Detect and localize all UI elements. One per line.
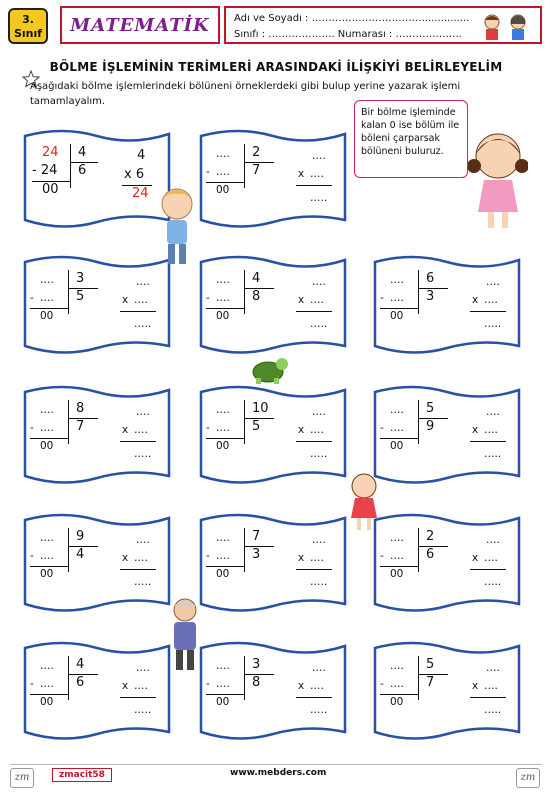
subtracted-blank[interactable]: ….	[216, 166, 230, 178]
problem-card	[22, 512, 172, 612]
card-frame	[22, 254, 172, 354]
remainder: 00	[40, 440, 54, 452]
card-frame	[22, 128, 172, 228]
dividend-blank[interactable]: ….	[216, 532, 230, 544]
turtle-icon	[248, 352, 288, 386]
times-sign: x	[122, 680, 129, 692]
problem-card	[198, 384, 348, 484]
divisor: 6	[426, 271, 435, 286]
remainder: 00	[390, 696, 404, 708]
multiplier-blank[interactable]: ….	[310, 168, 324, 180]
product-blank[interactable]: …..	[310, 192, 328, 204]
quotient: 5	[252, 419, 261, 434]
problem-card	[198, 128, 348, 228]
multiplier-blank[interactable]: ….	[484, 552, 498, 564]
example-mult-a: 4	[137, 148, 146, 163]
product-blank[interactable]: …..	[310, 318, 328, 330]
multiplicand-blank[interactable]: ….	[312, 662, 326, 674]
card-frame	[372, 512, 522, 612]
card-frame	[372, 640, 522, 740]
remainder: 00	[216, 310, 230, 322]
multiplicand-blank[interactable]: ….	[312, 534, 326, 546]
minus-sign: -	[380, 678, 384, 690]
quotient: 6	[76, 675, 85, 690]
multiplier-blank[interactable]: ….	[310, 424, 324, 436]
boy-character-icon	[156, 186, 198, 270]
quotient: 5	[76, 289, 85, 304]
example-mult-b: x 6	[124, 167, 145, 182]
footer-code: zmacit58	[52, 768, 112, 782]
dividend-blank[interactable]: ….	[40, 274, 54, 286]
divisor: 7	[252, 529, 261, 544]
dividend-blank[interactable]: ….	[390, 404, 404, 416]
product-blank[interactable]: …..	[310, 576, 328, 588]
multiplicand-blank[interactable]: ….	[136, 276, 150, 288]
children-illustration-icon	[478, 10, 536, 42]
multiplier-blank[interactable]: ….	[134, 294, 148, 306]
remainder: 00	[40, 310, 54, 322]
divisor: 4	[76, 657, 85, 672]
example-divisor: 4	[78, 145, 87, 160]
card-frame	[22, 640, 172, 740]
multiplier-blank[interactable]: ….	[134, 680, 148, 692]
multiplier-blank[interactable]: ….	[134, 552, 148, 564]
problem-card	[198, 512, 348, 612]
example-remainder: 00	[42, 182, 59, 197]
remainder: 00	[40, 696, 54, 708]
remainder: 00	[216, 440, 230, 452]
remainder: 00	[390, 568, 404, 580]
remainder: 00	[390, 440, 404, 452]
minus-sign: -	[380, 550, 384, 562]
minus-sign: -	[30, 678, 34, 690]
problem-card	[198, 254, 348, 354]
product-blank[interactable]: …..	[484, 704, 502, 716]
remainder: 00	[216, 184, 230, 196]
quotient: 7	[76, 419, 85, 434]
example-dividend: 24	[42, 145, 59, 160]
quotient: 9	[426, 419, 435, 434]
subtracted-blank[interactable]: ….	[216, 678, 230, 690]
footer-divider	[10, 764, 542, 765]
grade-badge	[8, 8, 48, 44]
times-sign: x	[298, 424, 305, 436]
quotient: 8	[252, 289, 261, 304]
minus-sign: -	[380, 292, 384, 304]
dividend-blank[interactable]: ….	[40, 532, 54, 544]
product-blank[interactable]: …..	[134, 448, 152, 460]
example-quotient: 6	[78, 163, 87, 178]
instruction-text: Aşağıdaki bölme işlemlerindeki bölüneni örneklerdeki gibi bulup yerine yazarak işlemi tamamlayalım.	[30, 81, 461, 107]
grade-word: Sınıf	[13, 27, 43, 40]
subtracted-blank[interactable]: ….	[216, 550, 230, 562]
divisor: 9	[76, 529, 85, 544]
hint-bubble	[354, 100, 468, 178]
dividend-blank[interactable]: ….	[216, 274, 230, 286]
times-sign: x	[122, 294, 129, 306]
multiplier-blank[interactable]: ….	[134, 424, 148, 436]
times-sign: x	[472, 552, 479, 564]
problem-card	[22, 384, 172, 484]
multiplicand-blank[interactable]: ….	[136, 406, 150, 418]
product-blank[interactable]: …..	[484, 576, 502, 588]
divisor: 4	[252, 271, 261, 286]
card-frame	[372, 254, 522, 354]
minus-sign: -	[30, 292, 34, 304]
footer-logo-left: zm	[10, 768, 34, 788]
divisor: 10	[252, 401, 269, 416]
product-blank[interactable]: …..	[310, 704, 328, 716]
multiplier-blank[interactable]: ….	[484, 294, 498, 306]
remainder: 00	[390, 310, 404, 322]
card-frame	[198, 254, 348, 354]
times-sign: x	[298, 552, 305, 564]
subtracted-blank[interactable]: ….	[390, 678, 404, 690]
times-sign: x	[472, 424, 479, 436]
problem-card	[22, 640, 172, 740]
minus-sign: -	[206, 678, 210, 690]
subtracted-blank[interactable]: ….	[390, 292, 404, 304]
quotient: 8	[252, 675, 261, 690]
quotient: 7	[252, 163, 261, 178]
card-frame	[372, 384, 522, 484]
product-blank[interactable]: …..	[134, 704, 152, 716]
class-number-field[interactable]: Sınıfı : ……………….. Numarası : ………………..	[234, 29, 462, 40]
minus-sign: -	[30, 422, 34, 434]
divisor: 5	[426, 657, 435, 672]
times-sign: x	[472, 680, 479, 692]
quotient: 3	[426, 289, 435, 304]
times-sign: x	[298, 294, 305, 306]
problem-card	[22, 254, 172, 354]
minus-sign: -	[206, 550, 210, 562]
hint-text: Bir bölme işleminde kalan 0 ise bölüm ile böleni çarparsak bölüneni buluruz.	[361, 107, 460, 157]
subject-title: MATEMATİK	[70, 14, 210, 36]
problem-card	[372, 640, 522, 740]
dividend-blank[interactable]: ….	[390, 660, 404, 672]
worksheet-heading: BÖLME İŞLEMİNİN TERİMLERİ ARASINDAKİ İLİŞKİYİ BELİRLEYELİM	[49, 60, 503, 74]
divisor: 2	[252, 145, 261, 160]
product-blank[interactable]: …..	[484, 448, 502, 460]
card-frame	[198, 384, 348, 484]
multiplier-blank[interactable]: ….	[484, 680, 498, 692]
subtracted-blank[interactable]: ….	[216, 292, 230, 304]
quotient: 4	[76, 547, 85, 562]
multiplicand-blank[interactable]: ….	[312, 150, 326, 162]
multiplicand-blank[interactable]: ….	[136, 662, 150, 674]
problem-card	[372, 254, 522, 354]
student-info-box	[224, 6, 542, 44]
card-frame	[198, 640, 348, 740]
quotient: 3	[252, 547, 261, 562]
footer-logo-right: zm	[516, 768, 540, 788]
multiplicand-blank[interactable]: ….	[312, 276, 326, 288]
multiplier-blank[interactable]: ….	[484, 424, 498, 436]
card-frame	[22, 384, 172, 484]
girl-character-icon	[468, 126, 528, 232]
times-sign: x	[298, 680, 305, 692]
times-sign: x	[298, 168, 305, 180]
subtracted-blank[interactable]: ….	[40, 292, 54, 304]
example-card	[22, 128, 172, 228]
multiplicand-blank[interactable]: ….	[312, 406, 326, 418]
problem-card	[198, 640, 348, 740]
subtracted-blank[interactable]: ….	[40, 550, 54, 562]
card-frame	[198, 128, 348, 228]
multiplicand-blank[interactable]: ….	[486, 406, 500, 418]
problem-card	[372, 512, 522, 612]
minus-sign: -	[30, 550, 34, 562]
multiplicand-blank[interactable]: ….	[486, 534, 500, 546]
minus-sign: -	[206, 422, 210, 434]
subtracted-blank[interactable]: ….	[390, 550, 404, 562]
footer-website[interactable]: www.mebders.com	[230, 768, 327, 778]
multiplier-blank[interactable]: ….	[310, 294, 324, 306]
card-frame	[198, 512, 348, 612]
quotient: 7	[426, 675, 435, 690]
remainder: 00	[40, 568, 54, 580]
quotient: 6	[426, 547, 435, 562]
divisor: 3	[76, 271, 85, 286]
girl-small-character-icon	[344, 470, 384, 532]
minus-sign: -	[206, 166, 210, 178]
remainder: 00	[216, 568, 230, 580]
grade-number: 3.	[22, 13, 34, 26]
subtracted-blank[interactable]: ….	[390, 422, 404, 434]
product-blank[interactable]: …..	[310, 448, 328, 460]
name-field[interactable]: Adı ve Soyadı : ……………………………...............	[234, 13, 470, 24]
dividend-blank[interactable]: ….	[216, 404, 230, 416]
divisor: 3	[252, 657, 261, 672]
product-blank[interactable]: …..	[484, 318, 502, 330]
multiplier-blank[interactable]: ….	[310, 680, 324, 692]
times-sign: x	[122, 424, 129, 436]
problem-card	[372, 384, 522, 484]
minus-sign: -	[380, 422, 384, 434]
times-sign: x	[472, 294, 479, 306]
multiplicand-blank[interactable]: ….	[486, 662, 500, 674]
subtracted-blank[interactable]: ….	[216, 422, 230, 434]
dividend-blank[interactable]: ….	[390, 274, 404, 286]
old-man-character-icon	[168, 596, 202, 674]
multiplier-blank[interactable]: ….	[310, 552, 324, 564]
product-blank[interactable]: …..	[134, 576, 152, 588]
divisor: 8	[76, 401, 85, 416]
subtracted-blank[interactable]: ….	[40, 422, 54, 434]
example-subtracted: - 24	[32, 163, 58, 178]
multiplicand-blank[interactable]: ….	[486, 276, 500, 288]
times-sign: x	[122, 552, 129, 564]
dividend-blank[interactable]: ….	[40, 660, 54, 672]
dividend-blank[interactable]: ….	[216, 660, 230, 672]
divisor: 2	[426, 529, 435, 544]
subtracted-blank[interactable]: ….	[40, 678, 54, 690]
subject-title-box	[60, 6, 220, 44]
remainder: 00	[216, 696, 230, 708]
minus-sign: -	[206, 292, 210, 304]
dividend-blank[interactable]: ….	[40, 404, 54, 416]
multiplicand-blank[interactable]: ….	[136, 534, 150, 546]
divisor: 5	[426, 401, 435, 416]
dividend-blank[interactable]: ….	[390, 532, 404, 544]
example-product: 24	[132, 186, 149, 201]
dividend-blank[interactable]: ….	[216, 148, 230, 160]
product-blank[interactable]: …..	[134, 318, 152, 330]
card-frame	[22, 512, 172, 612]
